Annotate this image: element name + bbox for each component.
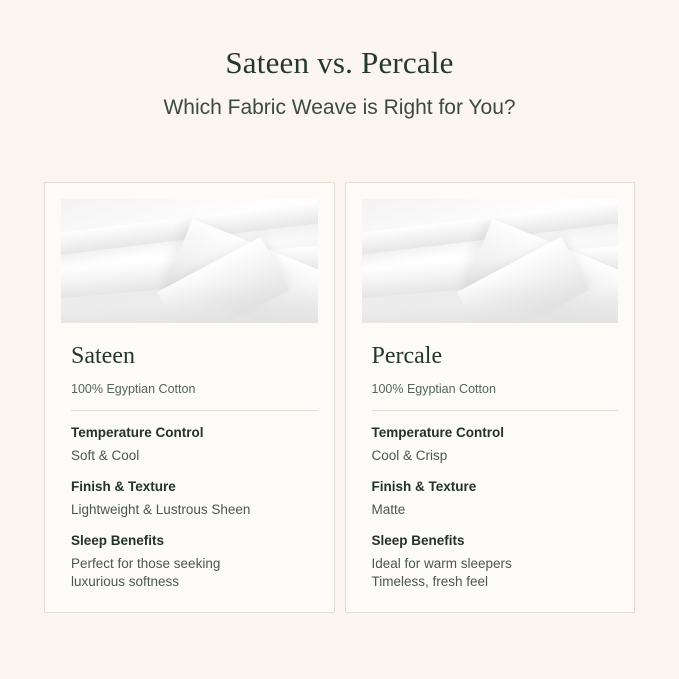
spec-value-sleep <box>372 555 619 591</box>
spec-value-sleep-line1: Perfect for those seeking <box>71 556 221 572</box>
spec-label-sleep: Sleep Benefits <box>71 533 165 549</box>
card-sateen <box>44 182 335 612</box>
spec-label-sleep: Sleep Benefits <box>371 533 465 549</box>
spec-label-temperature: Temperature Control <box>371 424 505 440</box>
spec-label-finish: Finish & Texture <box>371 478 477 494</box>
fabric-image-sateen <box>61 199 318 323</box>
card-title: Sateen <box>71 343 135 370</box>
comparison-cards <box>0 182 679 612</box>
spec-value-sleep-line1: Ideal for warm sleepers <box>371 556 512 572</box>
page-subtitle: Which Fabric Weave is Right for You? <box>163 96 516 120</box>
spec-label-finish: Finish & Texture <box>71 478 176 494</box>
spec-label-temperature: Temperature Control <box>71 424 204 440</box>
spec-group <box>372 425 619 592</box>
page-title: Sateen vs. Percale <box>225 45 454 80</box>
spec-value-finish: Lightweight & Lustrous Sheen <box>71 501 251 517</box>
card-percale <box>345 182 636 612</box>
card-material: 100% Egyptian Cotton <box>372 382 619 411</box>
spec-value-finish: Matte <box>371 501 406 517</box>
spec-value-sleep <box>71 555 318 591</box>
card-material: 100% Egyptian Cotton <box>71 382 318 411</box>
spec-group <box>71 425 318 592</box>
page-header <box>0 0 679 120</box>
spec-value-temperature: Soft & Cool <box>71 447 140 463</box>
card-title: Percale <box>371 343 443 370</box>
spec-value-temperature: Cool & Crisp <box>371 447 448 463</box>
spec-value-sleep-line2: luxurious softness <box>71 574 180 590</box>
spec-value-sleep-line2: Timeless, fresh feel <box>371 574 489 590</box>
fabric-image-percale <box>362 199 619 323</box>
